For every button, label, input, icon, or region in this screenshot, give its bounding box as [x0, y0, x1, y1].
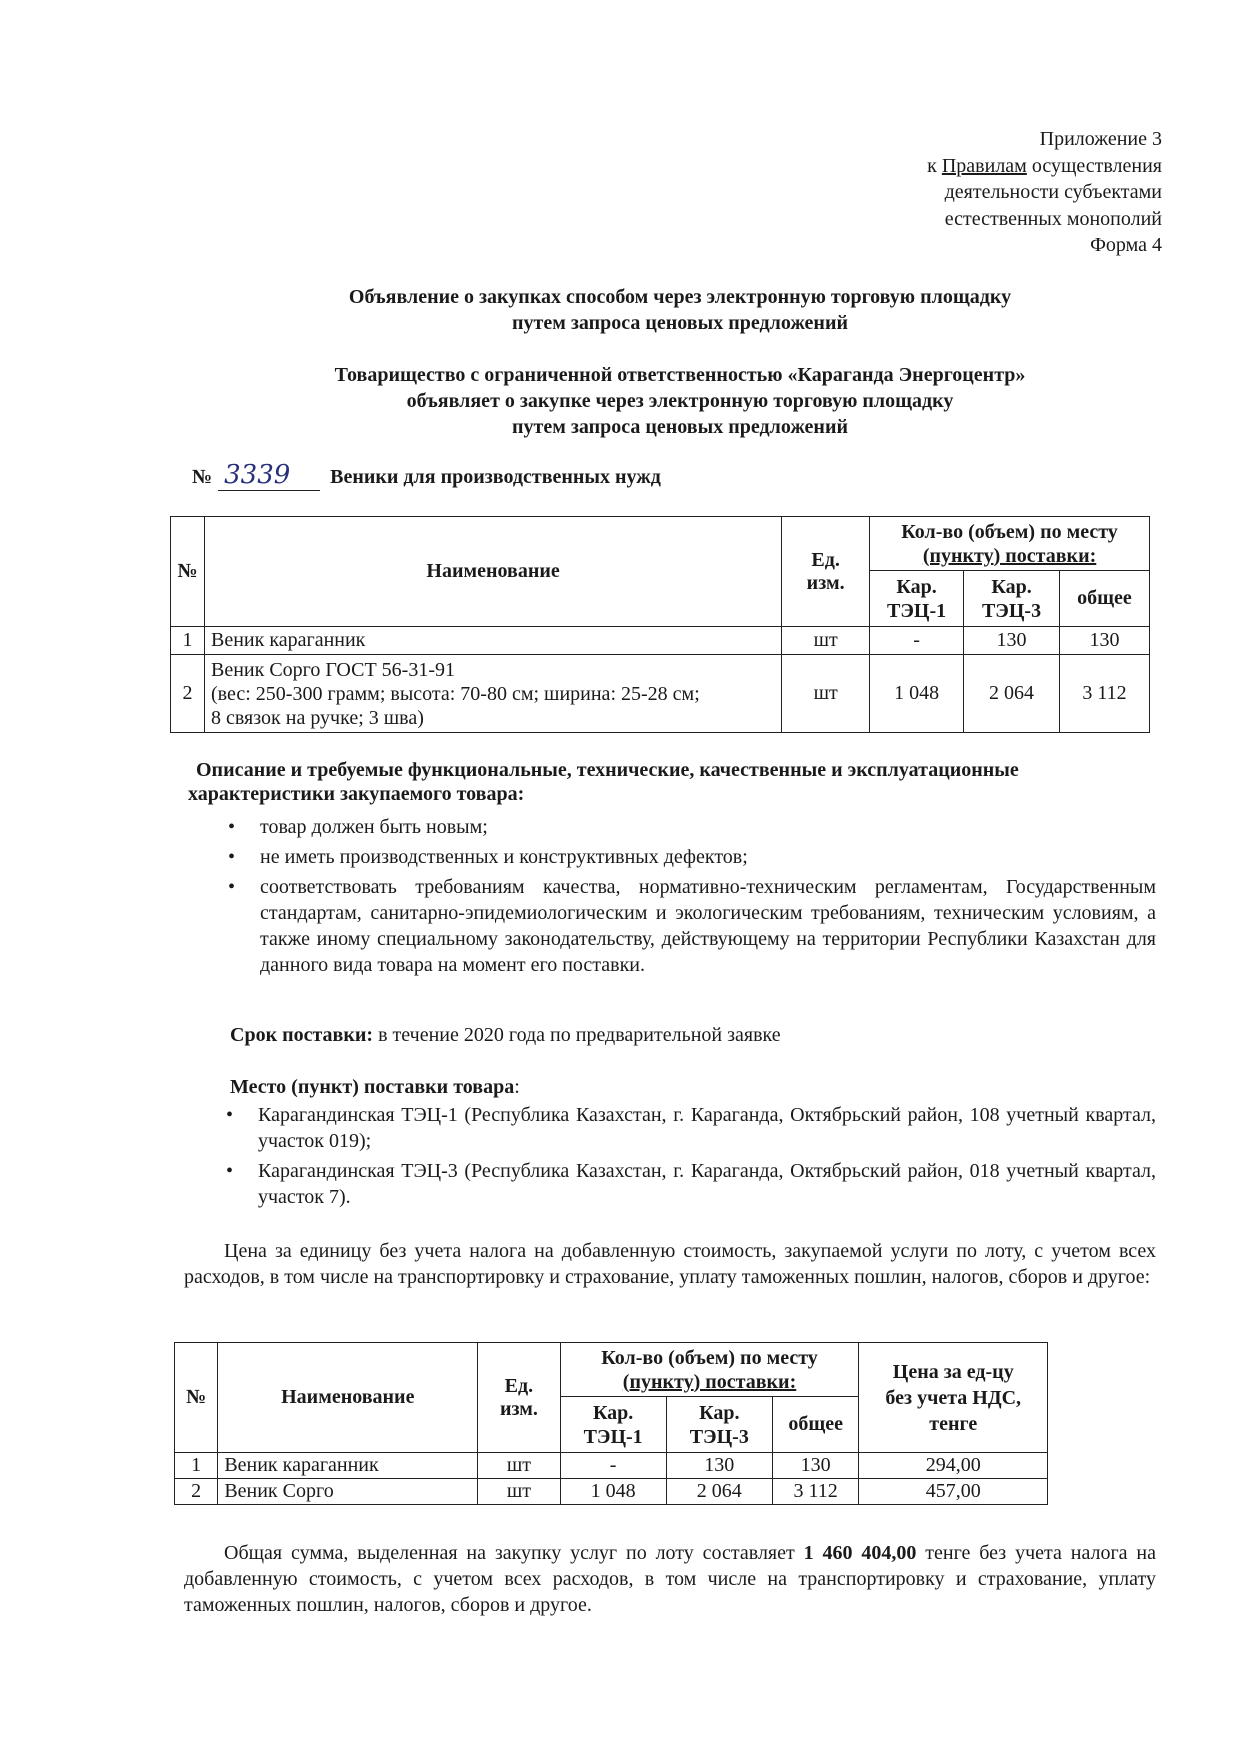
table-row	[175, 1479, 1048, 1505]
org-line-2: объявляет о закупке через электронную торговую площадку	[406, 390, 954, 412]
delivery-term-text: в течение 2020 года по предварительной заявке	[373, 1024, 781, 1046]
row-unit: шт	[782, 655, 870, 733]
price-table	[174, 1342, 1048, 1505]
annex-line-4: естественных монополий	[944, 207, 1162, 230]
row-name: Веник караганник	[204, 627, 781, 655]
table-row	[175, 1453, 1048, 1479]
total-amount: 1 460 404,00	[803, 1542, 917, 1564]
list-item: • соответствовать требованиям качества, нормативно-техническим регламентам, Государственным стандартам, санитарно-эпидемиологическим и экологическим требованиям, техническим условиям, а также иному специальному законодательству, действующему на территории Республики Казахстан для данного вида товара на момент его поставки.	[228, 874, 1156, 978]
row-unit: шт	[478, 1479, 560, 1505]
row-unit: шт	[478, 1453, 560, 1479]
org-line-1: Товарищество с ограниченной ответственностью «Караганда Энергоцентр»	[334, 364, 1026, 386]
row-unit: шт	[782, 627, 870, 655]
col-header-tec1: Кар. ТЭЦ-1	[560, 1397, 666, 1453]
row-num: 1	[171, 627, 205, 655]
col-header-name: Наименование	[204, 517, 781, 627]
list-item: • Карагандинская ТЭЦ-1 (Республика Казахстан, г. Караганда, Октябрьский район, 108 учетный квартал, участок 019);	[226, 1102, 1156, 1154]
row-tec1: 1 048	[560, 1479, 666, 1505]
organization-announcement	[160, 362, 1200, 440]
delivery-term-label: Срок поставки:	[230, 1024, 374, 1046]
delivery-term	[230, 1022, 781, 1048]
number-sign: №	[192, 466, 213, 488]
row-tec1: -	[560, 1453, 666, 1479]
description-title: Описание и требуемые функциональные, технические, качественные и эксплуатационные характеристики закупаемого товара:	[188, 759, 1019, 805]
lot-number-handwritten: 3339	[218, 460, 320, 491]
col-header-tec3: Кар. ТЭЦ-3	[666, 1397, 772, 1453]
total-prefix: Общая сумма, выделенная на закупку услуг по лоту составляет	[224, 1542, 804, 1564]
row-price: 457,00	[859, 1479, 1048, 1505]
row-total: 3 112	[772, 1479, 859, 1505]
delivery-places-list	[226, 1102, 1156, 1214]
annex-line-2-prefix: к	[927, 154, 942, 177]
col-header-quantity: Кол-во (объем) по месту (пункту) поставки:	[870, 517, 1150, 571]
document-title	[160, 284, 1200, 336]
row-num: 1	[175, 1453, 218, 1479]
table-row	[171, 655, 1150, 733]
col-header-total: общее	[772, 1397, 859, 1453]
row-tec3: 130	[964, 627, 1060, 655]
row-tec3: 2 064	[964, 655, 1060, 733]
org-line-3: путем запроса ценовых предложений	[511, 416, 848, 438]
col-header-tec3: Кар. ТЭЦ-3	[964, 571, 1060, 627]
col-header-quantity: Кол-во (объем) по месту (пункту) поставки:	[560, 1343, 859, 1397]
row-name: Веник Сорго	[218, 1479, 478, 1505]
list-item: • Карагандинская ТЭЦ-3 (Республика Казахстан, г. Караганда, Октябрьский район, 018 учетный квартал, участок 7).	[226, 1158, 1156, 1210]
title-line-1: Объявление о закупках способом через электронную торговую площадку	[348, 286, 1012, 308]
table-row	[171, 627, 1150, 655]
form-number: Форма 4	[1090, 234, 1162, 256]
lot-line	[192, 460, 661, 491]
col-header-name: Наименование	[218, 1343, 478, 1453]
col-header-total: общее	[1060, 571, 1150, 627]
col-header-tec1: Кар. ТЭЦ-1	[870, 571, 964, 627]
col-header-num: №	[175, 1343, 218, 1453]
col-header-num: №	[171, 517, 205, 627]
rules-link[interactable]: Правилам	[941, 154, 1027, 177]
total-paragraph	[184, 1540, 1156, 1618]
col-header-unit: Ед. изм.	[782, 517, 870, 627]
row-tec3: 130	[666, 1453, 772, 1479]
annex-line-2-suffix: осуществления	[1026, 154, 1162, 177]
annex-line-2	[742, 153, 1162, 180]
delivery-place-heading: Место (пункт) поставки товара:	[230, 1076, 520, 1098]
row-tec3: 2 064	[666, 1479, 772, 1505]
row-name: Веник Сорго ГОСТ 56-31-91 (вес: 250-300 грамм; высота: 70-80 см; ширина: 25-28 см; 8 связок на ручке; 3 шва)	[204, 655, 781, 733]
row-total: 3 112	[1060, 655, 1150, 733]
col-header-unit: Ед. изм.	[478, 1343, 560, 1453]
list-item: • товар должен быть новым;	[228, 814, 1156, 840]
lot-name: Веники для производственных нужд	[330, 466, 661, 488]
col-header-price: Цена за ед-цу без учета НДС, тенге	[859, 1343, 1048, 1453]
list-item: • не иметь производственных и конструктивных дефектов;	[228, 844, 1156, 870]
annex-line-1: Приложение 3	[1039, 128, 1162, 150]
row-total: 130	[772, 1453, 859, 1479]
requirements-list	[228, 814, 1156, 982]
title-line-2: путем запроса ценовых предложений	[511, 312, 848, 334]
row-tec1: 1 048	[870, 655, 964, 733]
row-tec1: -	[870, 627, 964, 655]
row-total: 130	[1060, 627, 1150, 655]
items-table	[170, 516, 1150, 733]
row-num: 2	[171, 655, 205, 733]
row-price: 294,00	[859, 1453, 1048, 1479]
price-intro: Цена за единицу без учета налога на добавленную стоимость, закупаемой услуги по лоту, с учетом всех расходов, в том числе на транспортировку и страхование, уплату таможенных пошлин, налогов, сборов и другое:	[184, 1240, 1156, 1288]
annex-line-3: деятельности субъектами	[944, 181, 1162, 203]
row-name: Веник караганник	[218, 1453, 478, 1479]
delivery-place-label: Место (пункт) поставки товара	[230, 1076, 515, 1098]
annex-header	[742, 126, 1162, 259]
total-suffix: тенге без учета налога на добавленную стоимость, с учетом всех расходов, в том числе на транспортировку и страхование, уплату таможенных пошлин, налогов, сборов и другое.	[184, 1542, 1157, 1616]
row-num: 2	[175, 1479, 218, 1505]
